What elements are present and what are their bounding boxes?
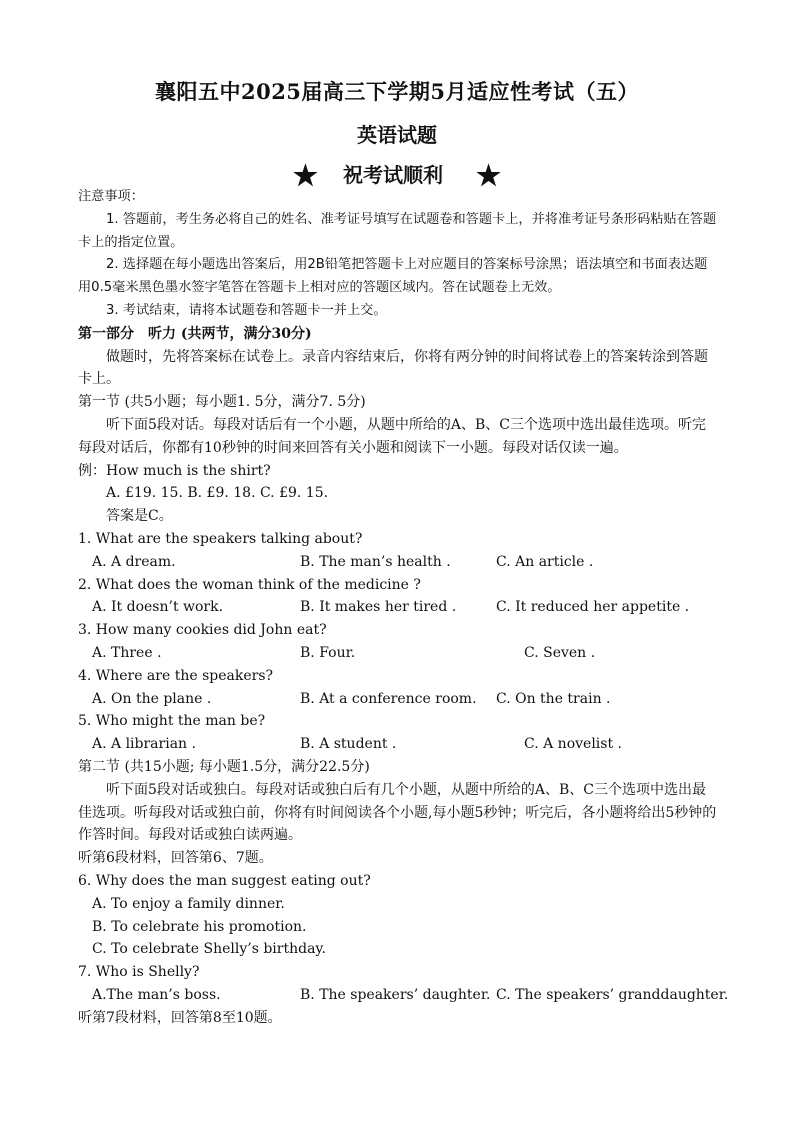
- option-c: C. The speakers’ granddaughter.: [496, 986, 729, 1003]
- example-options: A. £19. 15. B. £9. 18. C. £9. 15.: [106, 485, 329, 502]
- exam-title: 襄阳五中2025届高三下学期5月适应性考试（五）: [154, 79, 640, 104]
- option-a: A.The man’s boss.: [92, 986, 221, 1003]
- option-row: [78, 733, 718, 756]
- example-question: 例：How much is the shirt?: [78, 462, 271, 479]
- option-c: C. Seven .: [524, 644, 596, 661]
- option-c: C. An article .: [496, 553, 594, 570]
- option-row: [78, 596, 718, 619]
- part1-heading: 第一部分 听力 (共两节，满分30分): [78, 325, 312, 342]
- option-c: C. To celebrate Shelly’s birthday.: [92, 941, 326, 958]
- option-row: [78, 688, 718, 711]
- option-a: A. A dream.: [92, 553, 176, 570]
- option-a: A. A librarian .: [92, 736, 196, 753]
- option-b: B. To celebrate his promotion.: [92, 918, 307, 935]
- note-item: 1. 答题前，考生务必将自己的姓名、准考证号填写在试题卷和答题卡上，并将准考证号条形码粘贴在答题卡上的指定位置。: [78, 211, 717, 250]
- blessing-text: 祝考试顺利: [343, 163, 443, 187]
- option-b: B. A student .: [300, 736, 397, 753]
- option-b: B. At a conference room.: [300, 690, 477, 707]
- option-b: B. Four.: [300, 644, 356, 661]
- option-row: [78, 984, 729, 1007]
- star-icon: ★: [475, 159, 502, 192]
- example-answer: 答案是C。: [106, 508, 173, 525]
- notes-heading: 注意事项：: [78, 189, 144, 204]
- question-text: 3. How many cookies did John eat?: [78, 622, 327, 639]
- section2-heading: 第二节 (共15小题; 每小题1.5分，满分22.5分): [78, 758, 370, 775]
- option-b: B. The man’s health .: [300, 553, 451, 570]
- option-c: C. It reduced her appetite .: [496, 599, 690, 616]
- option-row: [78, 551, 718, 574]
- question-text: 2. What does the woman think of the medicine ?: [78, 576, 421, 593]
- material-7-instruction: 听第7段材料，回答第8至10题。: [78, 1009, 282, 1026]
- question-text: 4. Where are the speakers?: [78, 667, 274, 684]
- question-text: 7. Who is Shelly?: [78, 964, 200, 981]
- option-c: C. On the train .: [496, 690, 611, 707]
- question-text: 1. What are the speakers talking about?: [78, 530, 363, 547]
- note-item: 3. 考试结束，请将本试题卷和答题卡一并上交。: [106, 302, 387, 318]
- option-b: B. The speakers’ daughter.: [300, 986, 491, 1003]
- option-a: A. To enjoy a family dinner.: [92, 895, 285, 912]
- question-text: 5. Who might the man be?: [78, 713, 266, 730]
- section1-heading: 第一节 (共5小题；每小题1. 5分，满分7. 5分): [78, 394, 366, 411]
- exam-subtitle: 英语试题: [357, 123, 437, 147]
- option-a: A. It doesn’t work.: [92, 599, 224, 616]
- note-item: 2. 选择题在每小题选出答案后，用2B铅笔把答题卡上对应题目的答案标号涂黑；语法填空和书面表达题用0.5毫米黑色墨水签字笔答在答题卡上相对应的答题区域内。答在试题卷上无效。: [78, 257, 708, 296]
- option-row: [78, 642, 718, 665]
- section1-intro: 听下面5段对话。每段对话后有一个小题，从题中所给的A、B、C三个选项中选出最佳选项。听完每段对话后，你都有10秒钟的时间来回答有关小题和阅读下一小题。每段对话仅读一遍。: [78, 416, 707, 456]
- material-6-instruction: 听第6段材料，回答第6、7题。: [78, 850, 273, 867]
- option-c: C. A novelist .: [524, 736, 622, 753]
- part1-intro: 做题时，先将答案标在试卷上。录音内容结束后，你将有两分钟的时间将试卷上的答案转涂到答题卡上。: [78, 348, 708, 388]
- option-b: B. It makes her tired .: [300, 599, 457, 616]
- section2-intro: 听下面5段对话或独白。每段对话或独白后有几个小题，从题中所给的A、B、C三个选项中选出最佳选项。听每段对话或独白前，你将有时间阅读各个小题,每小题5秒钟；听完后，各小题将给出5秒钟的作答时间。每段对话或独白读两遍。: [78, 781, 717, 844]
- star-icon: ★: [292, 159, 319, 192]
- exam-content: [78, 186, 729, 1029]
- question-text: 6. Why does the man suggest eating out?: [78, 872, 371, 889]
- option-a: A. On the plane .: [92, 690, 212, 707]
- option-a: A. Three .: [92, 644, 162, 661]
